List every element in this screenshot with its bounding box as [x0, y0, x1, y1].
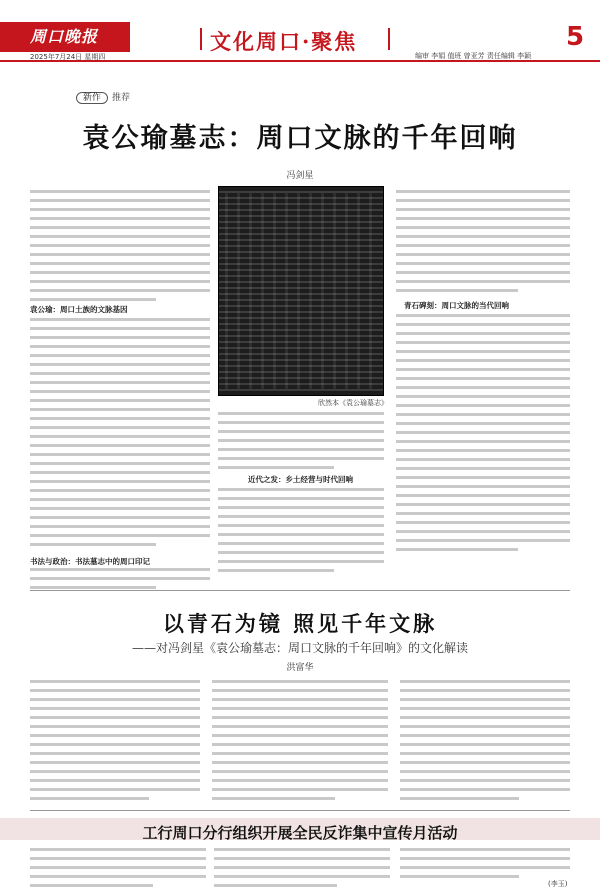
section-divider — [30, 810, 570, 811]
article-subhead: 近代之发：乡土经营与时代回响 — [248, 475, 353, 484]
editor-credits: 编审 李娟 值班 曾亚芳 责任编辑 李颖 — [415, 52, 532, 60]
article-body-column — [212, 680, 388, 806]
article-author: 洪富华 — [286, 663, 314, 673]
article-title: 以青石为镜 照见千年文脉 — [162, 611, 438, 636]
section-title: 文化周口·聚焦 — [210, 29, 358, 54]
divider-bar-icon — [200, 28, 202, 50]
article-body-column — [30, 848, 206, 893]
article-subhead: 袁公瑜：周口土族的文脉基因 — [30, 305, 128, 314]
article-body-column — [400, 680, 570, 806]
badge-tag: 新作 — [76, 92, 108, 104]
badge-tag-secondary: 推荐 — [112, 93, 131, 103]
page-number: 5 — [565, 22, 585, 52]
epitaph-rubbing-image — [218, 186, 384, 396]
article-body-column — [30, 680, 200, 806]
article-body-column — [400, 848, 570, 884]
newspaper-logo: 周口晚报 — [0, 22, 130, 52]
image-caption: 欣然本《袁公瑜墓志》 — [318, 399, 388, 407]
section-divider — [30, 590, 570, 591]
article-subtitle: ——对冯剑星《袁公瑜墓志：周口文脉的千年回响》的文化解读 — [131, 641, 468, 655]
article-subhead: 书法与政治：书法墓志中的周口印记 — [30, 557, 150, 566]
article-title: 工行周口分行组织开展全民反诈集中宣传月活动 — [142, 824, 458, 842]
article-body-column — [218, 488, 384, 578]
article-body-column — [214, 848, 390, 893]
divider-bar-icon — [388, 28, 390, 50]
article-author: 冯剑星 — [286, 171, 314, 181]
article-body-column — [396, 190, 570, 298]
article-title: 袁公瑜墓志：周口文脉的千年回响 — [82, 123, 518, 154]
article-body-column — [30, 318, 210, 552]
article-body-column — [218, 412, 384, 475]
article-body-column — [30, 190, 210, 307]
column-badge — [76, 90, 130, 104]
article-subhead: 青石碑刻：周口文脉的当代回响 — [404, 301, 509, 310]
article-note: (李玉) — [548, 880, 568, 888]
issue-date: 2025年7月24日 星期四 — [30, 53, 106, 61]
masthead — [0, 0, 600, 62]
article-body-column — [396, 314, 570, 557]
